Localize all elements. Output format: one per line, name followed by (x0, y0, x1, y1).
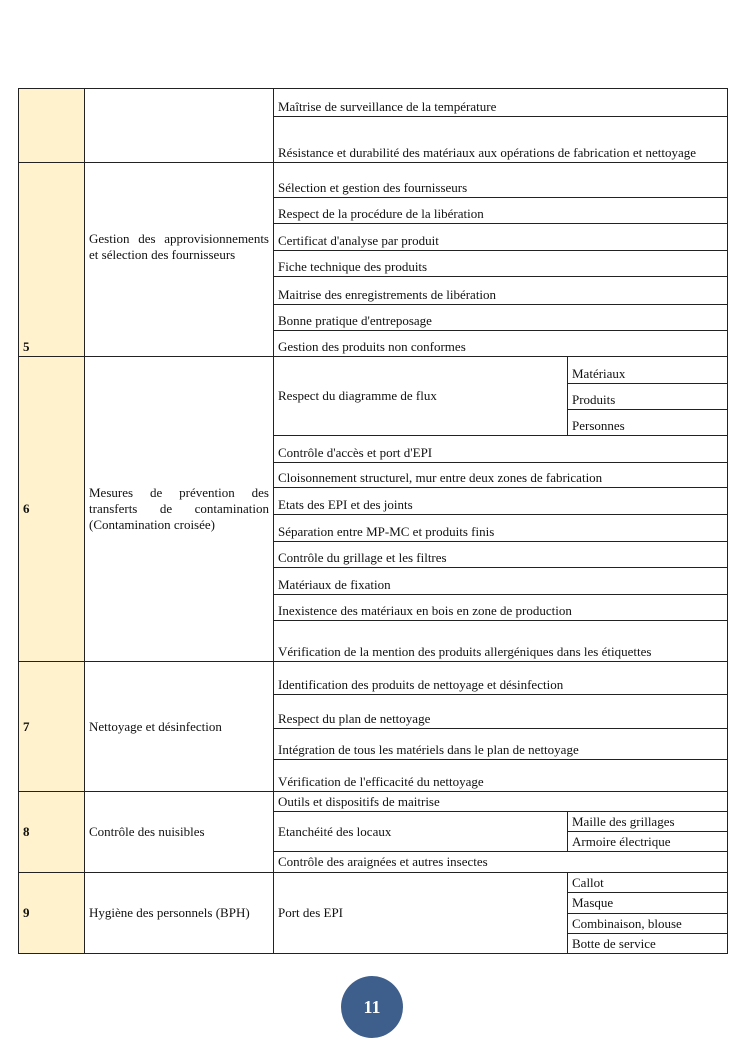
sub-criterion-cell: Masque (568, 893, 728, 914)
sub-criterion-cell: Botte de service (568, 934, 728, 954)
criterion-cell: Vérification de la mention des produits allergéniques dans les étiquettes (274, 621, 728, 662)
criterion-cell: Port des EPI (274, 873, 568, 954)
topic-8: Contrôle des nuisibles (85, 792, 274, 873)
sub-criterion-cell: Personnes (568, 410, 728, 436)
criterion-cell: Vérification de l'efficacité du nettoyage (274, 760, 728, 792)
criterion-cell: Cloisonnement structurel, mur entre deux zones de fabrication (274, 463, 728, 488)
sub-criterion-cell: Maille des grillages (568, 812, 728, 832)
sub-criterion-cell: Armoire électrique (568, 832, 728, 852)
criterion-cell: Séparation entre MP-MC et produits finis (274, 515, 728, 542)
criterion-cell: Certificat d'analyse par produit (274, 224, 728, 251)
topic-6: Mesures de prévention des transferts de contamination (Contamination croisée) (85, 357, 274, 662)
criterion-cell: Bonne pratique d'entreposage (274, 305, 728, 331)
criterion-cell: Résistance et durabilité des matériaux aux opérations de fabrication et nettoyage (274, 117, 728, 163)
criterion-cell: Matériaux de fixation (274, 568, 728, 595)
topic-7: Nettoyage et désinfection (85, 662, 274, 792)
criterion-cell: Maîtrise de surveillance de la température (274, 89, 728, 117)
criterion-cell: Etanchéité des locaux (274, 812, 568, 852)
criterion-cell: Sélection et gestion des fournisseurs (274, 163, 728, 198)
topic-9: Hygiène des personnels (BPH) (85, 873, 274, 954)
criterion-cell: Identification des produits de nettoyage et désinfection (274, 662, 728, 695)
criterion-cell: Respect de la procédure de la libération (274, 198, 728, 224)
criterion-cell: Maitrise des enregistrements de libération (274, 277, 728, 305)
criterion-cell: Etats des EPI et des joints (274, 488, 728, 515)
criterion-cell: Inexistence des matériaux en bois en zone de production (274, 595, 728, 621)
sub-criterion-cell: Produits (568, 384, 728, 410)
topic-5: Gestion des approvisionnements et sélection des fournisseurs (85, 163, 274, 357)
audit-criteria-table (18, 88, 728, 954)
criterion-cell: Respect du diagramme de flux (274, 357, 568, 436)
topic-cell (85, 89, 274, 163)
criterion-cell: Intégration de tous les matériels dans le plan de nettoyage (274, 729, 728, 760)
sub-criterion-cell: Combinaison, blouse (568, 914, 728, 934)
sub-criterion-cell: Callot (568, 873, 728, 893)
criterion-cell: Contrôle des araignées et autres insectes (274, 852, 728, 873)
section-number-cell (19, 89, 85, 163)
criterion-cell: Gestion des produits non conformes (274, 331, 728, 357)
section-number-9: 9 (19, 873, 85, 954)
section-number-8: 8 (19, 792, 85, 873)
page-number-badge: 11 (341, 976, 403, 1038)
section-number-7: 7 (19, 662, 85, 792)
criterion-cell: Contrôle du grillage et les filtres (274, 542, 728, 568)
criterion-cell: Respect du plan de nettoyage (274, 695, 728, 729)
criterion-cell: Fiche technique des produits (274, 251, 728, 277)
section-number-5: 5 (19, 163, 85, 357)
sub-criterion-cell: Matériaux (568, 357, 728, 384)
section-number-6: 6 (19, 357, 85, 662)
criterion-cell: Contrôle d'accès et port d'EPI (274, 436, 728, 463)
criterion-cell: Outils et dispositifs de maitrise (274, 792, 728, 812)
